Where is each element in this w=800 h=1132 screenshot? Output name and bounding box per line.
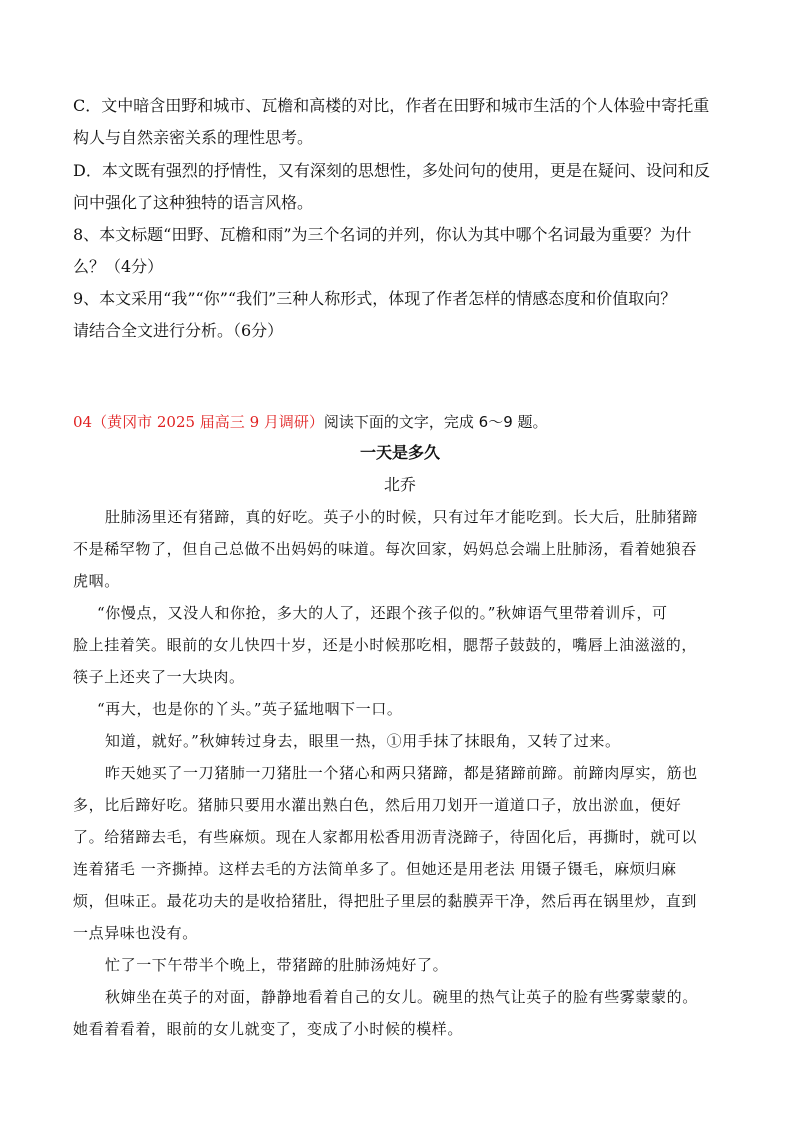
story-paragraph-5-line-5: 烦，但味正。最花功夫的是收拾猪肚，得把肚子里层的黏膜弄干净，然后再在锅里炒，直到 xyxy=(73,892,698,910)
story-paragraph-1-line-1: 肚肺汤里还有猪蹄，真的好吃。英子小的时候，只有过年才能吃到。长大后，肚肺猪蹄 xyxy=(105,508,698,526)
story-author: 北乔 xyxy=(383,475,416,494)
story-paragraph-2-line-2: 脸上挂着笑。眼前的女儿快四十岁，还是小时候那吃相，腮帮子鼓鼓的，嘴唇上油滋滋的， xyxy=(73,636,698,654)
story-paragraph-7-line-1: 秋婶坐在英子的对面，静静地看着自己的女儿。碗里的热气让英子的脸有些雾蒙蒙的。 xyxy=(105,988,698,1006)
story-paragraph-4-line-1: 知道，就好。”秋婶转过身去，眼里一热，①用手抹了抹眼角，又转了过来。 xyxy=(105,732,621,750)
story-paragraph-1-line-3: 虎咽。 xyxy=(73,572,120,590)
story-paragraph-5-line-2: 多，比后蹄好吃。猪肺只要用水灌出熟白色，然后用刀划开一道道口子，放出淤血，便好 xyxy=(73,796,682,814)
question-9-line-1: 9、本文采用“我”“你”“我们”三种人称形式，体现了作者怎样的情感态度和价值取向？ xyxy=(73,289,677,308)
story-paragraph-5-line-3: 了。给猪蹄去毛，有些麻烦。现在人家都用松香用沥青浇蹄子，待固化后，再撕时，就可以 xyxy=(73,828,698,846)
question-8-line-1: 8、本文标题“田野、瓦檐和雨”为三个名词的并列，你认为其中哪个名词最为重要？为什 xyxy=(73,225,692,244)
story-paragraph-1-line-2: 不是稀罕物了，但自己总做不出妈妈的味道。每次回家，妈妈总会端上肚肺汤，看着她狼吞 xyxy=(73,540,698,558)
option-c-line-2: 构人与自然亲密关系的理性思考。 xyxy=(73,128,314,147)
story-paragraph-5-line-4: 连着猪毛 一齐撕掉。这样去毛的方法简单多了。但她还是用老法 用镊子镊毛，麻烦归麻 xyxy=(73,860,677,878)
source-label: 04（黄冈市 2025 届高三 9 月调研） xyxy=(73,413,324,431)
story-title: 一天是多久 xyxy=(359,443,440,462)
section-instruction: 阅读下面的文字，完成 6～9 题。 xyxy=(323,413,548,431)
question-9-line-2: 请结合全文进行分析。（6分） xyxy=(73,321,284,340)
story-paragraph-7-line-2: 她看着看着，眼前的女儿就变了，变成了小时候的模样。 xyxy=(73,1020,464,1038)
option-d-line-1: D．本文既有强烈的抒情性，又有深刻的思想性，多处问句的使用，更是在疑问、设问和反 xyxy=(73,161,710,180)
option-c-line-1: C．文中暗含田野和城市、瓦檐和高楼的对比，作者在田野和城市生活的个人体验中寄托重 xyxy=(73,96,710,115)
story-paragraph-2-line-3: 筷子上还夹了一大块肉。 xyxy=(73,668,245,686)
section-header xyxy=(73,412,733,432)
story-paragraph-5-line-6: 一点异味也没有。 xyxy=(73,924,198,942)
story-paragraph-5-line-1: 昨天她买了一刀猪肺一刀猪肚一个猪心和两只猪蹄，都是猪蹄前蹄。前蹄肉厚实，筋也 xyxy=(105,764,698,782)
story-paragraph-6-line-1: 忙了一下午带半个晚上，带猪蹄的肚肺汤炖好了。 xyxy=(105,956,449,974)
question-8-line-2: 么？（4分） xyxy=(73,257,164,276)
option-d-line-2: 问中强化了这种独特的语言风格。 xyxy=(73,193,314,212)
story-paragraph-3-line-1: “再大，也是你的丫头。”英子猛地咽下一口。 xyxy=(97,700,403,718)
story-paragraph-2-line-1: “你慢点，又没人和你抢，多大的人了，还跟个孩子似的。”秋婶语气里带着训斥，可 xyxy=(97,604,668,622)
